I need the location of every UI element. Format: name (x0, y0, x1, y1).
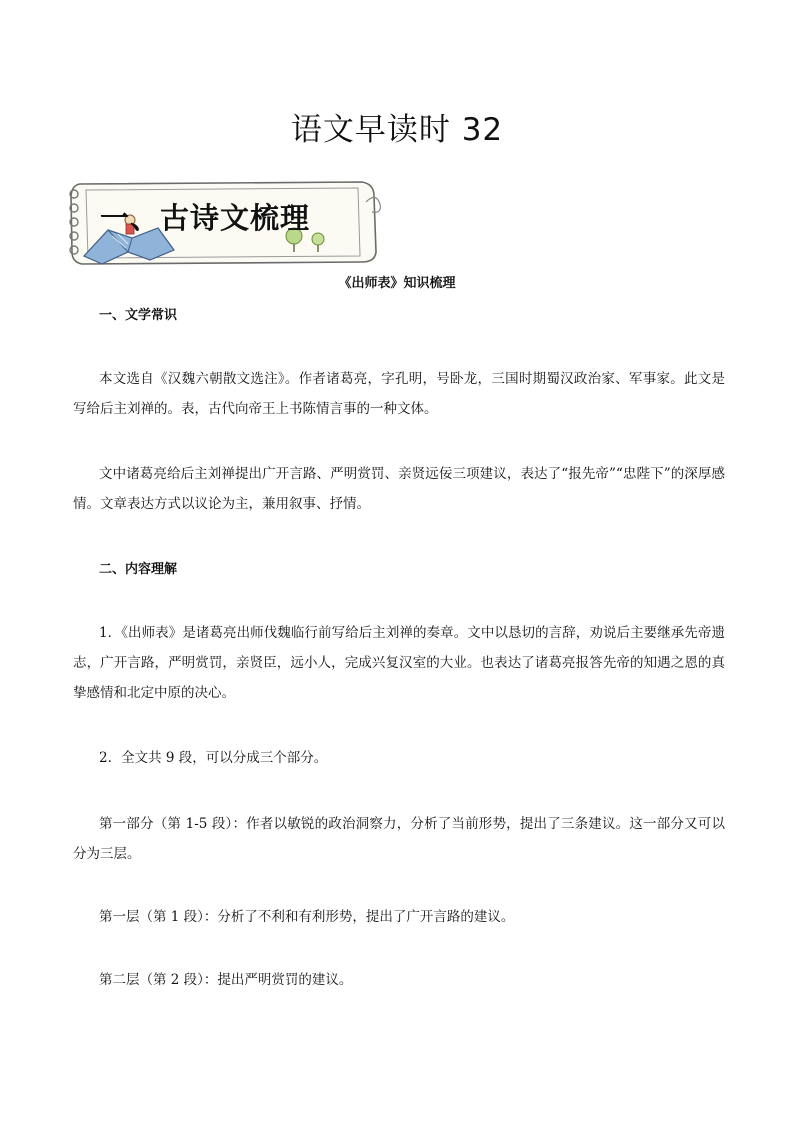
page-title: 语文早读时 32 (290, 112, 504, 148)
banner-label: 一、古诗文梳理 (100, 201, 311, 235)
paragraph-2: 文中诸葛亮给后主刘禅提出广开言路、严明赏罚、亲贤远佞三项建议，表达了“报先帝”“忠陛下”的深厚感情。文章表达方式以议论为主，兼用叙事、抒情。 (73, 466, 725, 512)
paragraph-4: 2．全文共 9 段，可以分成三个部分。 (99, 750, 328, 766)
section-heading-content-understanding: 二、内容理解 (99, 562, 178, 577)
paragraph-6: 第一层（第 1 段）：分析了不利和有利形势，提出了广开言路的建议。 (99, 909, 515, 925)
paragraph-7: 第二层（第 2 段）：提出严明赏罚的建议。 (99, 972, 353, 988)
paragraph-1: 本文选自《汉魏六朝散文选注》。作者诸葛亮，字孔明，号卧龙，三国时期蜀汉政治家、军事家。此文是写给后主刘禅的。表，古代向帝王上书陈情言事的一种文体。 (73, 371, 725, 417)
paragraph-5: 第一部分（第 1-5 段）：作者以敏锐的政治洞察力，分析了当前形势，提出了三条建议。这一部分又可以分为三层。 (73, 816, 725, 862)
paragraph-3: 1．《出师表》是诸葛亮出师伐魏临行前写给后主刘禅的奏章。文中以恳切的言辞，劝说后主要继承先帝遗志，广开言路，严明赏罚，亲贤臣，远小人，完成兴复汉室的大业。也表达了诸葛亮报答先帝的知遇之恩的真挚感情和北定中原的决心。 (73, 625, 725, 701)
knowledge-subtitle: 《出师表》知识梳理 (338, 276, 456, 291)
section-heading-literary-knowledge: 一、文学常识 (99, 308, 178, 323)
